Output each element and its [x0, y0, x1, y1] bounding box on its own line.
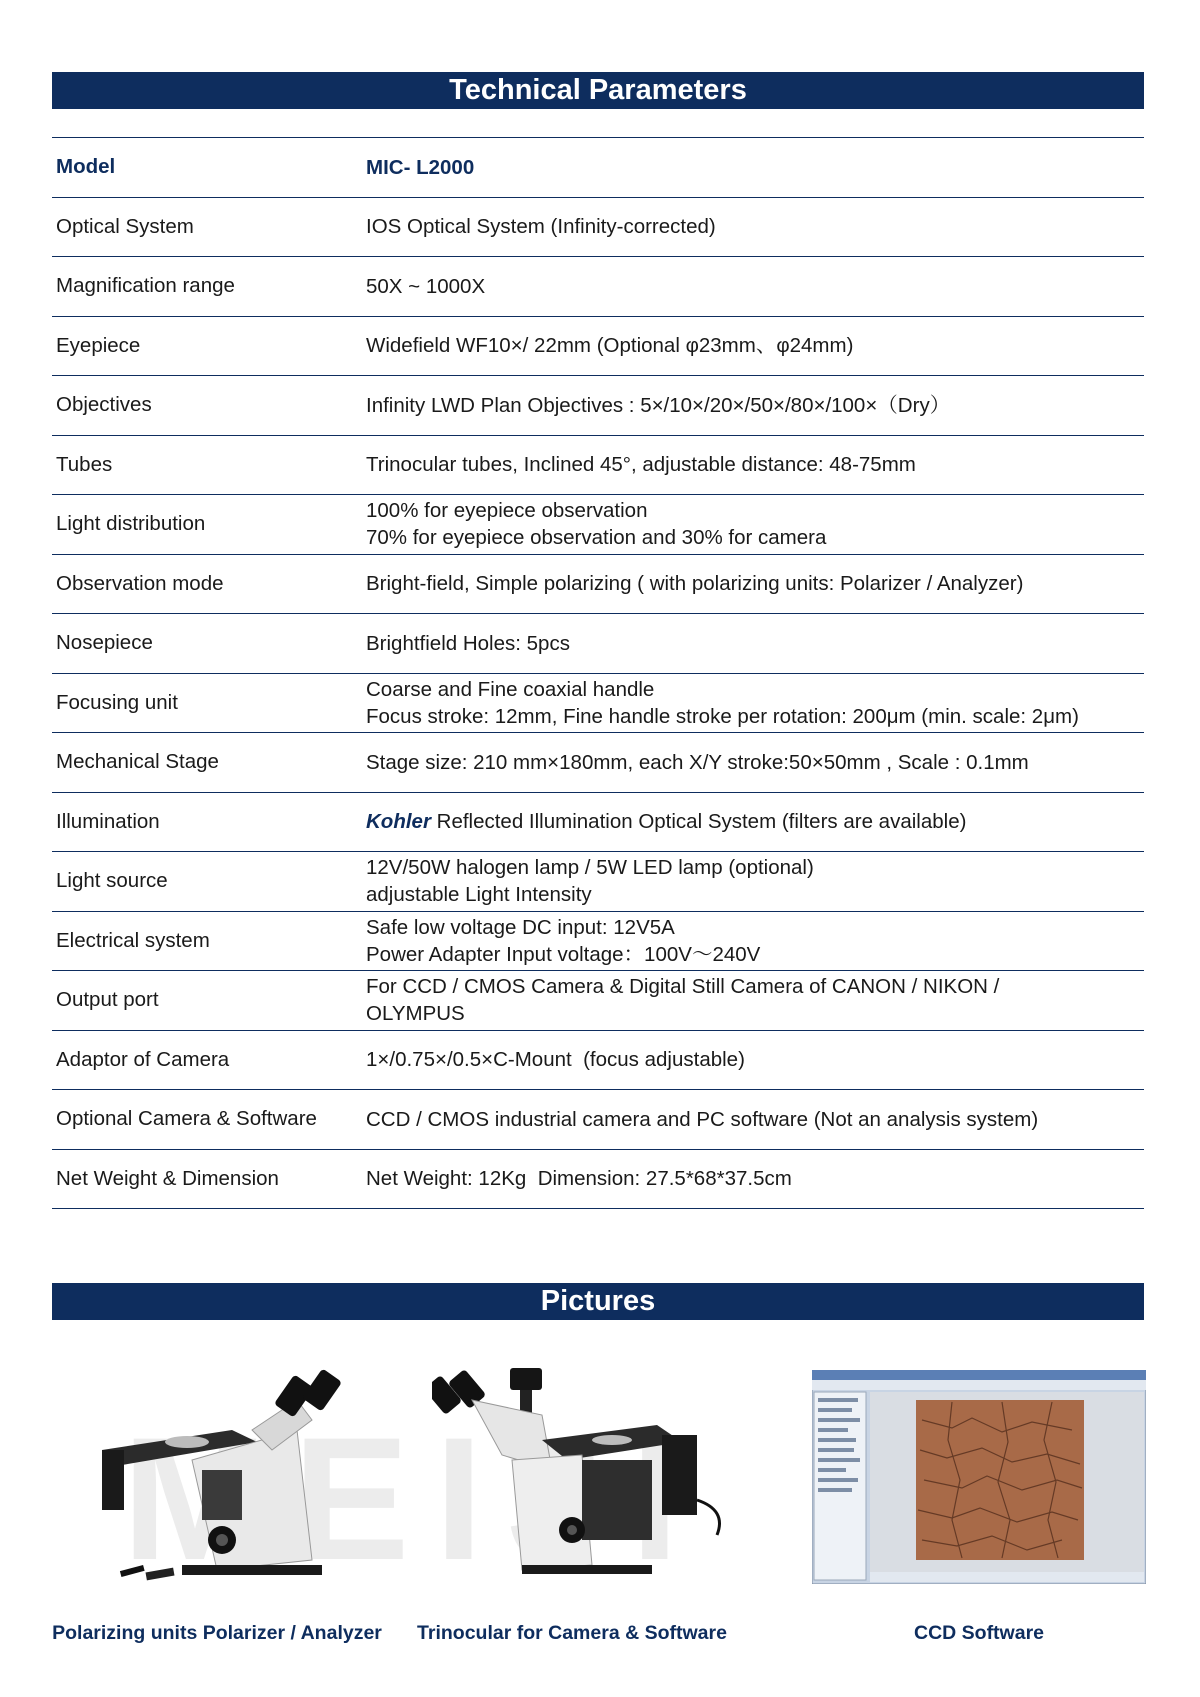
spec-row-model: [52, 138, 1144, 198]
spec-row-nosepiece: [52, 614, 1144, 674]
spec-value: Bright-field, Simple polarizing ( with polarizing units: Polarizer / Analyzer): [366, 572, 1024, 596]
microscope-polarizing-image: [82, 1360, 372, 1590]
spec-table: [52, 137, 1144, 1209]
pictures-section: [52, 1360, 1144, 1660]
spec-label: Net Weight & Dimension: [56, 1166, 279, 1190]
spec-label: Observation mode: [56, 571, 224, 595]
caption-ccd-software: CCD Software: [913, 1622, 1045, 1644]
spec-label: Mechanical Stage: [56, 750, 219, 774]
spec-row-optional-camera: [52, 1090, 1144, 1150]
spec-value-text: Reflected Illumination Optical System (filters are available): [430, 810, 967, 834]
spec-row-focusing-unit: [52, 674, 1144, 734]
spec-row-adaptor: [52, 1031, 1144, 1091]
spec-row-illumination: [52, 793, 1144, 853]
spec-label: Model: [56, 155, 116, 179]
spec-value-line: adjustable Light Intensity: [366, 883, 592, 907]
spec-row-tubes: [52, 436, 1144, 496]
spec-label: Eyepiece: [56, 333, 141, 357]
caption-trinocular: Trinocular for Camera & Software: [417, 1622, 727, 1644]
spec-value-line: OLYMPUS: [366, 1002, 465, 1026]
spec-value: [366, 808, 966, 835]
spec-value-emphasis: Kohler: [366, 810, 431, 834]
spec-value: CCD / CMOS industrial camera and PC software (Not an analysis system): [366, 1107, 1039, 1131]
spec-row-observation-mode: [52, 555, 1144, 615]
microscope-trinocular-image: [432, 1360, 732, 1590]
spec-row-eyepiece: [52, 317, 1144, 377]
spec-label: Optical System: [56, 214, 194, 238]
spec-value: IOS Optical System (Infinity-corrected): [366, 215, 716, 239]
spec-row-objectives: [52, 376, 1144, 436]
spec-value: Widefield WF10×/ 22mm (Optional φ23mm、φ24mm): [366, 334, 854, 358]
spec-row-weight: [52, 1150, 1144, 1210]
spec-label: Optional Camera & Software: [56, 1107, 317, 1131]
spec-value: [366, 854, 814, 908]
spec-label: Nosepiece: [56, 631, 153, 655]
spec-label: Adaptor of Camera: [56, 1047, 230, 1071]
spec-label: Output port: [56, 988, 159, 1012]
technical-parameters-header: Technical Parameters: [52, 72, 1144, 109]
spec-value: Brightfield Holes: 5pcs: [366, 631, 570, 655]
spec-value-line: Coarse and Fine coaxial handle: [366, 677, 655, 701]
spec-row-light-source: [52, 852, 1144, 912]
spec-label: Objectives: [56, 393, 152, 417]
caption-polarizing: Polarizing units Polarizer / Analyzer: [52, 1622, 382, 1644]
spec-label: Light distribution: [56, 512, 206, 536]
spec-value-line: Power Adapter Input voltage：100V～240V: [366, 942, 761, 966]
spec-value: Infinity LWD Plan Objectives : 5×/10×/20×/50×/80×/100×（Dry）: [366, 393, 951, 417]
brand-watermark: MEIJI: [122, 1402, 705, 1597]
spec-row-optical-system: [52, 198, 1144, 258]
spec-value: [366, 497, 826, 551]
pictures-header: Pictures: [52, 1283, 1144, 1320]
spec-label: Focusing unit: [56, 690, 178, 714]
spec-value-line: 70% for eyepiece observation and 30% for camera: [366, 526, 827, 550]
spec-label: Magnification range: [56, 274, 235, 298]
spec-value: MIC- L2000: [366, 155, 475, 179]
spec-value-line: For CCD / CMOS Camera & Digital Still Camera of CANON / NIKON /: [366, 975, 1000, 999]
spec-row-electrical-system: [52, 912, 1144, 972]
spec-value-line: 12V/50W halogen lamp / 5W LED lamp (optional): [366, 856, 814, 880]
ccd-software-screenshot: [812, 1370, 1146, 1584]
spec-value: Stage size: 210 mm×180mm, each X/Y stroke:50×50mm , Scale : 0.1mm: [366, 750, 1029, 774]
spec-value: [366, 973, 999, 1027]
spec-value-line: Focus stroke: 12mm, Fine handle stroke per rotation: 200μm (min. scale: 2μm): [366, 704, 1079, 728]
spec-row-light-distribution: [52, 495, 1144, 555]
spec-value: [366, 676, 1079, 730]
spec-row-magnification: [52, 257, 1144, 317]
spec-value: 50X ~ 1000X: [366, 274, 486, 298]
spec-row-mechanical-stage: [52, 733, 1144, 793]
spec-value-line: 100% for eyepiece observation: [366, 499, 648, 523]
spec-label: Tubes: [56, 452, 113, 476]
spec-value: Trinocular tubes, Inclined 45°, adjustable distance: 48-75mm: [366, 453, 916, 477]
spec-label: Illumination: [56, 809, 160, 833]
spec-value: 1×/0.75×/0.5×C-Mount (focus adjustable): [366, 1048, 745, 1072]
spec-label: Light source: [56, 869, 168, 893]
spec-value: [366, 914, 760, 968]
spec-label: Electrical system: [56, 928, 210, 952]
spec-row-output-port: [52, 971, 1144, 1031]
spec-value-line: Safe low voltage DC input: 12V5A: [366, 915, 675, 939]
spec-value: Net Weight: 12Kg Dimension: 27.5*68*37.5cm: [366, 1167, 792, 1191]
